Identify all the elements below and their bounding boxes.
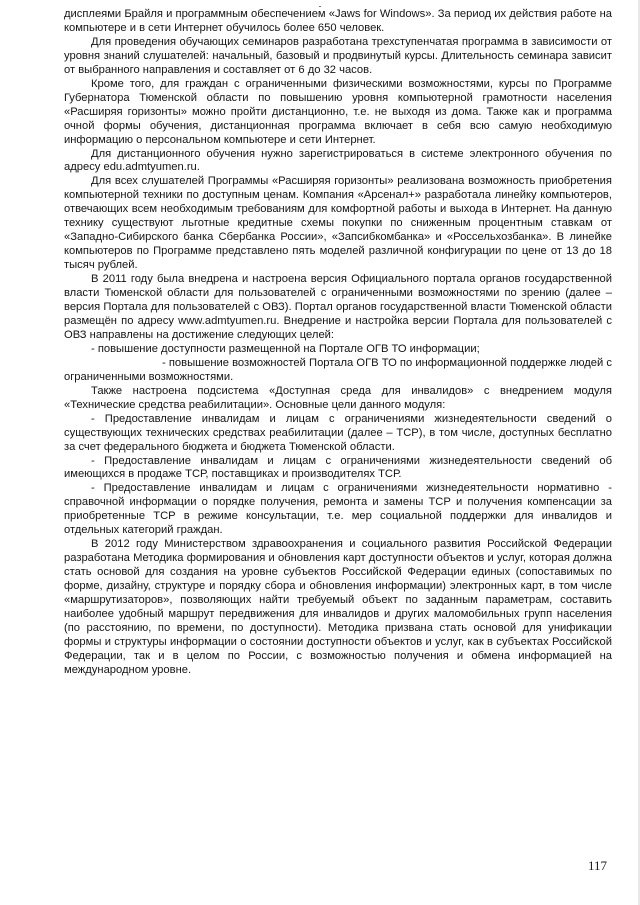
paragraph-accessibility-map-2012: В 2012 году Министерством здравоохранения и социального развития Российской Федерации разработана Методика формирования и обновления карт доступности объектов и услуг, которая должна стать основой для создания на уровне субъектов Российской Федерации единых (сопоставимых по форме, дизайну, структуре и порядку сбора и обновления информации) электронных карт, в том числе «маршрутизаторов», позволяющих найти требуемый объект по заданным параметрам, составить наиболее удобный маршрут передвижения для инвалидов и других маломобильных групп населения (по расстоянию, по времени, по доступности). Методика призвана стать основой для унификации формы и структуры информации о состоянии доступности объектов и услуг, как в субъектах Российской Федерации, так и в целом по России, с возможностью получения и обмена информацией на международном уровне. bbox=[64, 538, 612, 676]
list-item-module-goal-1: - Предоставление инвалидам и лицам с ограничениями жизнедеятельности сведений о существующих технических средствах реабилитации (далее – ТСР), в том числе, доступных бесплатно за счет федерального бюджета и бюджета Тюменской области. bbox=[64, 412, 612, 453]
document-body bbox=[64, 8, 612, 678]
paragraph-computer-purchase: Для всех слушателей Программы «Расширяя горизонты» реализована возможность приобретения компьютерной техники по доступным ценам. Компания «Арсенал+» разработала линейку компьютеров, отвечающих всем необходимым требованиям для комфортной работы и выхода в Интернет. На данную технику существуют льготные кредитные схемы покупки по сниженным процентным ставкам от «Западно-Сибирского банка Сбербанка России», «Запсибкомбанка» и «Россельхозбанка». В линейке компьютеров по Программе представлено пять моделей различной конфигурации по цене от 13 до 18 тысяч рублей. bbox=[64, 175, 612, 272]
paragraph-accessible-environment: Также настроена подсистема «Доступная среда для инвалидов» с внедрением модуля «Технические средства реабилитации». Основные цели данного модуля: bbox=[64, 384, 612, 411]
list-item-portal-goal-2: - повышение возможностей Портала ОГВ ТО по информационной поддержке людей с ограниченными возможностями. bbox=[64, 356, 612, 383]
paragraph-braille-training: дисплеями Брайля и программным обеспечением «Jaws for Windows». За период их действия работе на компьютере и в сети Интернет обучилось более 650 человек. bbox=[64, 8, 612, 34]
paragraph-portal-2011: В 2011 году была внедрена и настроена версия Официального портала органов государственной власти Тюменской области для пользователей с ограниченными возможностями по зрению (далее – версия Портала для пользователей с ОВЗ). Портал органов государственной власти Тюменской области размещён по адресу www.admtyumen.ru. Внедрение и настройка версии Портала для пользователей с ОВЗ направлены на достижение следующих целей: bbox=[64, 273, 612, 341]
paragraph-seminar-program: Для проведения обучающих семинаров разработана трехступенчатая программа в зависимости от уровня знаний слушателей: начальный, базовый и продвинутый курсы. Длительность семинара зависит от выбранного направления и составляет от 6 до 32 часов. bbox=[64, 35, 612, 76]
paragraph-distance-registration: Для дистанционного обучения нужно зарегистрироваться в системе электронного обучения по адресу edu.admtyumen.ru. bbox=[64, 147, 612, 174]
scan-artifact bbox=[319, 6, 321, 7]
list-item-module-goal-2: - Предоставление инвалидам и лицам с ограничениями жизнедеятельности сведений об имеющихся в продаже ТСР, поставщиках и производителях ТСР. bbox=[64, 454, 612, 481]
paragraph-distance-courses: Кроме того, для граждан с ограниченными физическими возможностями, курсы по Программе Губернатора Тюменской области по повышению уровня компьютерной грамотности населения «Расширяя горизонты» можно пройти дистанционно, т.е. не выходя из дома. Также как и программа очной формы обучения, дистанционная программа включает в себя всю самую необходимую информацию о персональном компьютере и сети Интернет. bbox=[64, 77, 612, 146]
list-item-portal-goal-1: - повышение доступности размещенной на Портале ОГВ ТО информации; bbox=[91, 342, 480, 355]
page-number: 117 bbox=[588, 858, 608, 873]
list-item-module-goal-3: - Предоставление инвалидам и лицам с ограничениями жизнедеятельности нормативно - справочной информации о порядке получения, ремонта и замены ТСР и получения компенсации за приобретенные ТСР в режиме консультации, т.е. мер социальной поддержки для инвалидов и отдельных категорий граждан. bbox=[64, 482, 612, 537]
